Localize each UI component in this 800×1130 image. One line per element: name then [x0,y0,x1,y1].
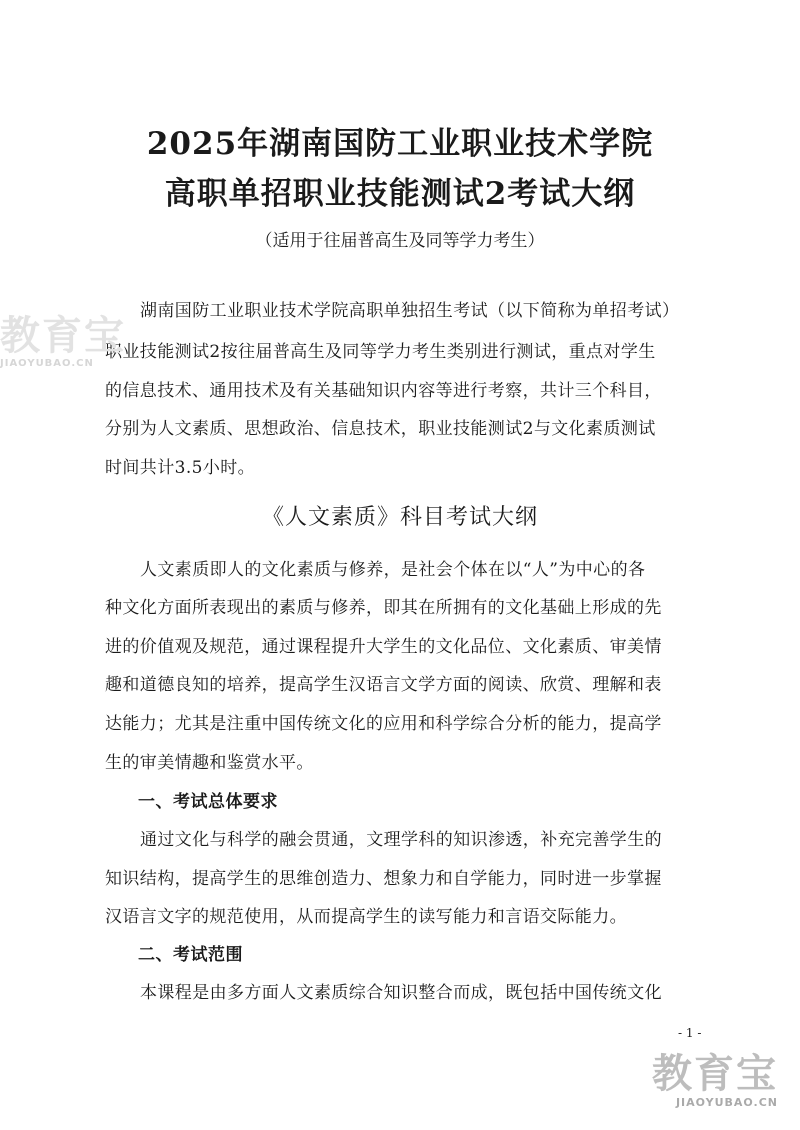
section-title: 《人文素质》科目考试大纲 [261,505,538,530]
section-intro-line: 进的价值观及规范，通过课程提升大学生的文化品位、文化素质、审美情 [105,637,662,657]
watermark-logo: 教育宝 [0,313,126,359]
document-title-line-1: 2025年湖南国防工业职业技术学院 [146,126,654,162]
requirements-line: 知识结构，提高学生的思维创造力、想象力和自学能力，同时进一步掌握 [105,869,662,889]
document-title-line-2: 高职单招职业技能测试2考试大纲 [164,176,636,212]
heading-exam-scope: 二、考试范围 [138,945,243,965]
watermark-top [0,313,126,369]
requirements-line: 汉语言文字的规范使用，从而提高学生的读写能力和言语交际能力。 [105,907,627,927]
heading-general-requirements: 一、考试总体要求 [138,792,278,812]
watermark-bottom [652,1051,778,1109]
intro-line: 湖南国防工业职业技术学院高职单独招生考试（以下简称为单招考试） [140,301,680,321]
intro-line: 分别为人文素质、思想政治、信息技术，职业技能测试2与文化素质测试 [105,419,656,439]
scope-line: 本课程是由多方面人文素质综合知识整合而成，既包括中国传统文化 [140,983,662,1003]
section-intro-line: 种文化方面所表现出的素质与修养，即其在所拥有的文化基础上形成的先 [105,598,662,618]
section-intro-line: 人文素质即人的文化素质与修养，是社会个体在以“人”为中心的各 [140,560,646,580]
section-intro-line: 趣和道德良知的培养，提高学生汉语言文学方面的阅读、欣赏、理解和表 [105,675,662,695]
section-intro-line: 达能力；尤其是注重中国传统文化的应用和科学综合分析的能力，提高学 [105,714,662,734]
watermark-logo: 教育宝 [652,1051,778,1097]
watermark-url: JIAOYUBAO.CN [675,1096,778,1109]
section-intro-line: 生的审美情趣和鉴赏水平。 [105,753,314,773]
watermark-url: JIAOYUBAO.CN [0,358,94,369]
document-subtitle: （适用于往届普高生及同等学力考生） [255,231,545,251]
intro-line: 时间共计3.5小时。 [105,458,256,478]
intro-line: 的信息技术、通用技术及有关基础知识内容等进行考察，共计三个科目， [105,381,662,401]
intro-line: 职业技能测试2按往届普高生及同等学力考生类别进行测试，重点对学生 [105,342,656,362]
requirements-line: 通过文化与科学的融会贯通，文理学科的知识渗透，补充完善学生的 [140,830,662,850]
page-number: - 1 - [678,1026,702,1040]
